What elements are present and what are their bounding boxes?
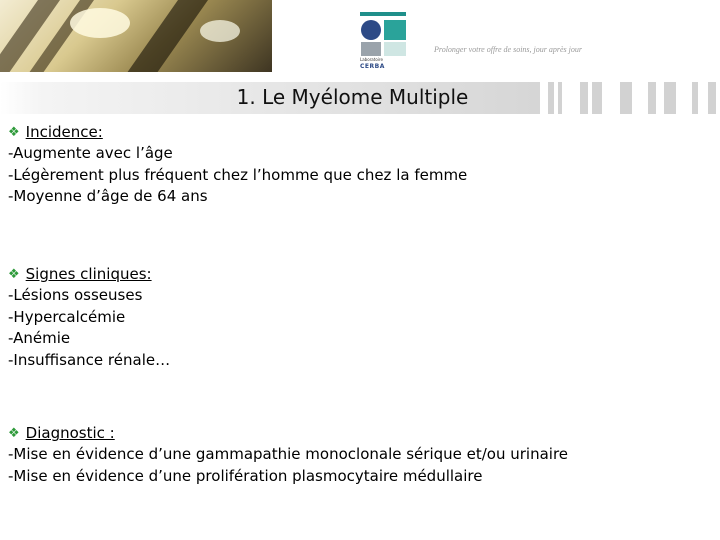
- list-item: -Moyenne d’âge de 64 ans: [8, 187, 208, 205]
- list-item: -Mise en évidence d’une prolifération plasmocytaire médullaire: [8, 466, 483, 485]
- section-diagnostic: [8, 423, 716, 487]
- list-item: -Mise en évidence d’une gammapathie monoclonale sérique et/ou urinaire: [8, 445, 569, 463]
- list-item: -Augmente avec l’âge: [8, 144, 173, 162]
- list-item: -Lésions osseuses: [8, 286, 143, 304]
- list-item: -Légèrement plus fréquent chez l’homme que chez la femme: [8, 165, 468, 184]
- section-heading: Diagnostic :: [25, 424, 115, 442]
- diamond-bullet-icon: ❖: [8, 125, 20, 140]
- page-title: 1. Le Myélome Multiple: [236, 85, 469, 109]
- company-logo: [360, 12, 410, 70]
- header-photo: [0, 0, 272, 72]
- list-item: -Anémie: [8, 329, 71, 347]
- list-item: -Hypercalcémie: [8, 307, 126, 326]
- logo-brand-text: CERBA: [360, 63, 385, 70]
- diamond-bullet-icon: ❖: [8, 267, 20, 282]
- section-signes-cliniques: [8, 264, 716, 371]
- section-heading: Incidence:: [25, 123, 103, 141]
- logo-circle-icon: [361, 20, 381, 40]
- diamond-bullet-icon: ❖: [8, 426, 20, 441]
- section-heading: Signes cliniques:: [25, 265, 152, 283]
- list-item: -Insuffisance rénale…: [8, 350, 171, 369]
- section-incidence: [8, 122, 716, 208]
- header-tagline: Prolonger votre offre de soins, jour après jour: [434, 45, 582, 54]
- logo-small-text: Laboratoire: [360, 57, 383, 62]
